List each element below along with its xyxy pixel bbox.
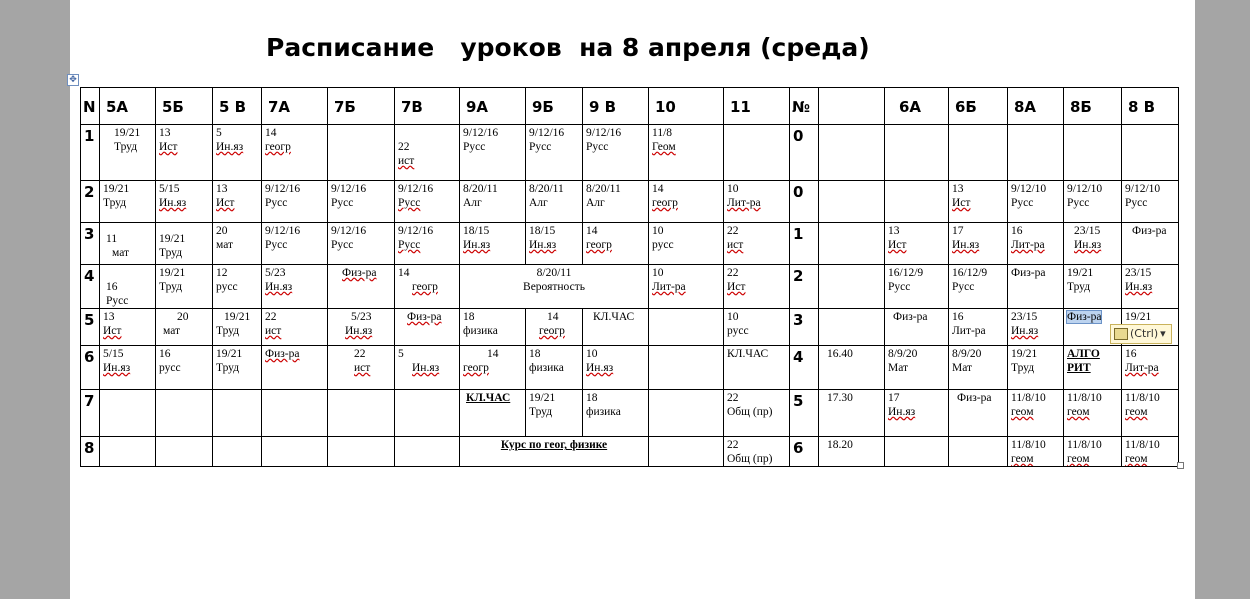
schedule-table — [80, 87, 1179, 467]
schedule-cell[interactable]: 5/23 Ин.яз — [328, 309, 395, 346]
schedule-cell[interactable]: Физ-ра — [885, 309, 949, 346]
schedule-cell[interactable]: КЛ.ЧАС — [583, 309, 649, 346]
schedule-cell[interactable]: 14 геогр — [583, 223, 649, 265]
lesson-number: 8 — [81, 437, 100, 467]
schedule-cell[interactable]: 22 Общ (пр) — [724, 437, 790, 467]
schedule-cell[interactable]: 9/12/16 Русс — [328, 181, 395, 223]
header-6a: 6А — [885, 88, 949, 125]
schedule-title: Расписание уроков на 8 апреля (среда) — [266, 33, 870, 62]
schedule-cell[interactable] — [1064, 125, 1122, 181]
period-number: 3 — [790, 309, 819, 346]
schedule-cell[interactable] — [156, 437, 213, 467]
paste-options-button[interactable] — [1110, 324, 1172, 344]
table-row — [81, 346, 1179, 390]
header-5v: 5 В — [213, 88, 262, 125]
time-cell[interactable]: 18.20 — [819, 437, 885, 467]
schedule-cell[interactable] — [100, 437, 156, 467]
schedule-cell[interactable]: 10 Лит-ра — [649, 265, 724, 309]
schedule-cell-merged[interactable]: Курс по геог, физике — [460, 437, 649, 467]
schedule-cell[interactable]: 20 мат — [213, 223, 262, 265]
schedule-cell[interactable] — [949, 437, 1008, 467]
lesson-number: 4 — [81, 265, 100, 309]
period-number: 1 — [790, 223, 819, 265]
schedule-cell[interactable]: 9/12/10 Русс — [1122, 181, 1179, 223]
time-cell[interactable] — [819, 223, 885, 265]
schedule-cell[interactable]: Физ-ра — [262, 346, 328, 390]
header-7a: 7А — [262, 88, 328, 125]
schedule-cell[interactable]: 10 русс — [724, 309, 790, 346]
lesson-number: 3 — [81, 223, 100, 265]
schedule-cell[interactable]: 20 мат — [156, 309, 213, 346]
schedule-cell[interactable]: 8/20/11 Алг — [526, 181, 583, 223]
period-number: 2 — [790, 265, 819, 309]
header-8a: 8А — [1008, 88, 1064, 125]
schedule-cell[interactable]: 14 геогр — [395, 265, 460, 309]
schedule-cell[interactable] — [328, 125, 395, 181]
schedule-cell[interactable]: 18 физика — [526, 346, 583, 390]
schedule-cell[interactable]: 9/12/16 Русс — [328, 223, 395, 265]
schedule-cell[interactable]: 9/12/16 Русс — [583, 125, 649, 181]
period-number: 4 — [790, 346, 819, 390]
schedule-cell[interactable] — [262, 390, 328, 437]
schedule-cell[interactable]: 9/12/16 Русс — [395, 223, 460, 265]
schedule-cell[interactable]: Физ-ра — [328, 265, 395, 309]
header-9v: 9 В — [583, 88, 649, 125]
schedule-cell[interactable]: 16 Лит-ра — [1008, 223, 1064, 265]
schedule-cell[interactable]: 19/21 Труд — [213, 309, 262, 346]
schedule-cell[interactable]: АЛГО РИТ — [1064, 346, 1122, 390]
schedule-cell[interactable] — [395, 437, 460, 467]
schedule-cell[interactable]: 13 Ист — [885, 223, 949, 265]
schedule-cell[interactable]: 18 физика — [583, 390, 649, 437]
schedule-cell[interactable]: КЛ.ЧАС — [460, 390, 526, 437]
schedule-cell[interactable]: 22 ист — [262, 309, 328, 346]
schedule-cell[interactable]: 12 русс — [213, 265, 262, 309]
schedule-cell[interactable] — [885, 125, 949, 181]
table-row — [81, 223, 1179, 265]
schedule-cell[interactable]: 19/21 Труд — [100, 181, 156, 223]
schedule-cell[interactable]: 13 Ист — [156, 125, 213, 181]
schedule-cell[interactable]: 19/21 Труд — [213, 346, 262, 390]
schedule-cell[interactable]: 19/21 Труд — [526, 390, 583, 437]
schedule-cell[interactable]: 8/9/20 Мат — [949, 346, 1008, 390]
schedule-cell[interactable]: 5 Ин.яз — [213, 125, 262, 181]
schedule-cell[interactable] — [1122, 125, 1179, 181]
header-11: 11 — [724, 88, 790, 125]
clipboard-icon — [1114, 328, 1128, 340]
schedule-cell[interactable]: 13 Ист — [213, 181, 262, 223]
lesson-number: 1 — [81, 125, 100, 181]
period-number: 5 — [790, 390, 819, 437]
lesson-number: 6 — [81, 346, 100, 390]
schedule-cell[interactable]: 16 русс — [156, 346, 213, 390]
schedule-cell[interactable] — [885, 437, 949, 467]
schedule-cell[interactable]: 19/21 — [1122, 309, 1179, 346]
schedule-cell[interactable]: 11/8/10 геом — [1008, 437, 1064, 467]
schedule-cell[interactable] — [724, 125, 790, 181]
schedule-cell[interactable]: Физ-ра — [949, 390, 1008, 437]
schedule-cell[interactable]: 16/12/9 Русс — [949, 265, 1008, 309]
schedule-cell[interactable]: 23/15 Ин.яз — [1122, 265, 1179, 309]
schedule-cell[interactable]: 9/12/16 Русс — [262, 223, 328, 265]
schedule-cell[interactable] — [949, 125, 1008, 181]
header-7b: 7Б — [328, 88, 395, 125]
schedule-cell[interactable]: 8/20/11 Алг — [583, 181, 649, 223]
header-n: N — [81, 88, 100, 125]
schedule-cell[interactable]: 16 Лит-ра — [949, 309, 1008, 346]
table-move-handle-icon[interactable]: ✥ — [67, 74, 79, 86]
table-row — [81, 181, 1179, 223]
time-cell[interactable]: 16.40 — [819, 346, 885, 390]
schedule-cell[interactable] — [100, 390, 156, 437]
schedule-cell[interactable] — [213, 437, 262, 467]
table-resize-handle[interactable] — [1177, 462, 1184, 469]
schedule-cell[interactable] — [213, 390, 262, 437]
schedule-cell[interactable] — [328, 437, 395, 467]
schedule-cell[interactable]: 17 Ин.яз — [949, 223, 1008, 265]
schedule-cell[interactable]: 23/15 Ин.яз — [1064, 223, 1122, 265]
schedule-cell[interactable] — [649, 390, 724, 437]
schedule-cell[interactable] — [262, 437, 328, 467]
header-10: 10 — [649, 88, 724, 125]
time-cell[interactable] — [819, 125, 885, 181]
schedule-cell[interactable]: 22 ист — [724, 223, 790, 265]
schedule-cell[interactable]: Физ-ра — [1122, 223, 1179, 265]
schedule-cell[interactable]: 22 Общ (пр) — [724, 390, 790, 437]
schedule-cell[interactable]: 9/12/16 Русс — [395, 181, 460, 223]
schedule-cell[interactable] — [328, 390, 395, 437]
table-row — [81, 125, 1179, 181]
schedule-cell[interactable]: Физ-ра — [1008, 265, 1064, 309]
lesson-number: 7 — [81, 390, 100, 437]
schedule-cell[interactable]: 9/12/10 Русс — [1008, 181, 1064, 223]
header-7v: 7В — [395, 88, 460, 125]
period-number: 0 — [790, 125, 819, 181]
schedule-cell[interactable]: 8/20/11 Алг — [460, 181, 526, 223]
schedule-cell[interactable]: 22 Ист — [724, 265, 790, 309]
schedule-cell[interactable]: 14 геогр — [526, 309, 583, 346]
schedule-cell[interactable]: 5/15 Ин.яз — [156, 181, 213, 223]
lesson-number: 2 — [81, 181, 100, 223]
schedule-cell[interactable]: 19/21 Труд — [100, 125, 156, 181]
schedule-cell[interactable]: 10 Ин.яз — [583, 346, 649, 390]
schedule-cell[interactable]: 19/21 Труд — [156, 265, 213, 309]
paste-options-label: (Ctrl) — [1130, 327, 1159, 340]
schedule-cell[interactable]: 22 ист — [395, 125, 460, 181]
time-cell[interactable] — [819, 265, 885, 309]
header-8v: 8 В — [1122, 88, 1179, 125]
schedule-cell[interactable]: 13 Ист — [949, 181, 1008, 223]
period-number: 0 — [790, 181, 819, 223]
schedule-cell[interactable]: 19/21 Труд — [1008, 346, 1064, 390]
schedule-cell[interactable]: 17 Ин.яз — [885, 390, 949, 437]
header-6b: 6Б — [949, 88, 1008, 125]
lesson-number: 5 — [81, 309, 100, 346]
schedule-cell[interactable]: 22 ист — [328, 346, 395, 390]
schedule-cell[interactable]: 11/8/10 геом — [1122, 437, 1179, 467]
schedule-cell[interactable]: 19/21 Труд — [1064, 265, 1122, 309]
table-row — [81, 437, 1179, 467]
schedule-cell[interactable]: 18/15 Ин.яз — [460, 223, 526, 265]
time-cell[interactable] — [819, 309, 885, 346]
schedule-cell[interactable] — [156, 390, 213, 437]
schedule-cell[interactable] — [1008, 125, 1064, 181]
schedule-cell[interactable]: 9/12/16 Русс — [262, 181, 328, 223]
chevron-down-icon: ▾ — [1160, 327, 1166, 340]
header-9b: 9Б — [526, 88, 583, 125]
schedule-cell[interactable]: 19/21 Труд — [156, 223, 213, 265]
schedule-cell[interactable]: 9/12/16 Русс — [460, 125, 526, 181]
schedule-cell[interactable]: 13 Ист — [100, 309, 156, 346]
time-cell[interactable]: 17.30 — [819, 390, 885, 437]
schedule-cell[interactable]: 11 мат — [100, 223, 156, 265]
schedule-cell-merged[interactable]: 8/20/11 Вероятность — [460, 265, 649, 309]
schedule-cell[interactable]: 11/8/10 геом — [1122, 390, 1179, 437]
header-5b: 5Б — [156, 88, 213, 125]
time-cell[interactable] — [819, 181, 885, 223]
schedule-cell[interactable]: 5/23 Ин.яз — [262, 265, 328, 309]
schedule-cell[interactable]: КЛ.ЧАС — [724, 346, 790, 390]
header-5a: 5А — [100, 88, 156, 125]
table-row — [81, 309, 1179, 346]
header-blank — [819, 88, 885, 125]
schedule-cell[interactable]: 14 геогр — [649, 181, 724, 223]
schedule-cell[interactable]: 8/9/20 Мат — [885, 346, 949, 390]
schedule-cell[interactable]: 5 Ин.яз — [395, 346, 460, 390]
schedule-cell[interactable]: 14 геогр — [460, 346, 526, 390]
schedule-cell[interactable]: 9/12/16 Русс — [526, 125, 583, 181]
schedule-cell[interactable]: 11/8/10 геом — [1064, 437, 1122, 467]
schedule-cell[interactable]: 11/8/10 геом — [1064, 390, 1122, 437]
header-8b: 8Б — [1064, 88, 1122, 125]
schedule-cell[interactable]: 10 Лит-ра — [724, 181, 790, 223]
schedule-cell[interactable] — [885, 181, 949, 223]
schedule-cell[interactable] — [649, 437, 724, 467]
schedule-cell[interactable] — [649, 346, 724, 390]
schedule-cell[interactable]: 16 Русс — [100, 265, 156, 309]
schedule-cell[interactable]: 16 Лит-ра — [1122, 346, 1179, 390]
table-row — [81, 390, 1179, 437]
schedule-cell[interactable]: 23/15 Ин.яз — [1008, 309, 1064, 346]
schedule-cell[interactable]: 11/8 Геом — [649, 125, 724, 181]
schedule-cell[interactable] — [395, 390, 460, 437]
schedule-cell[interactable]: 14 геогр — [262, 125, 328, 181]
period-number: 6 — [790, 437, 819, 467]
schedule-cell[interactable] — [649, 309, 724, 346]
schedule-cell[interactable]: 5/15 Ин.яз — [100, 346, 156, 390]
header-row — [81, 88, 1179, 125]
header-9a: 9А — [460, 88, 526, 125]
table-row — [81, 265, 1179, 309]
schedule-cell[interactable]: 18 физика — [460, 309, 526, 346]
schedule-cell[interactable]: Физ-ра — [395, 309, 460, 346]
schedule-cell[interactable]: 16/12/9 Русс — [885, 265, 949, 309]
header-no: № — [790, 88, 819, 125]
selected-text[interactable]: Физ-ра — [1067, 311, 1102, 323]
schedule-cell[interactable]: 18/15 Ин.яз — [526, 223, 583, 265]
schedule-cell[interactable]: 11/8/10 геом — [1008, 390, 1064, 437]
schedule-cell[interactable]: 9/12/10 Русс — [1064, 181, 1122, 223]
schedule-cell[interactable]: 10 русс — [649, 223, 724, 265]
